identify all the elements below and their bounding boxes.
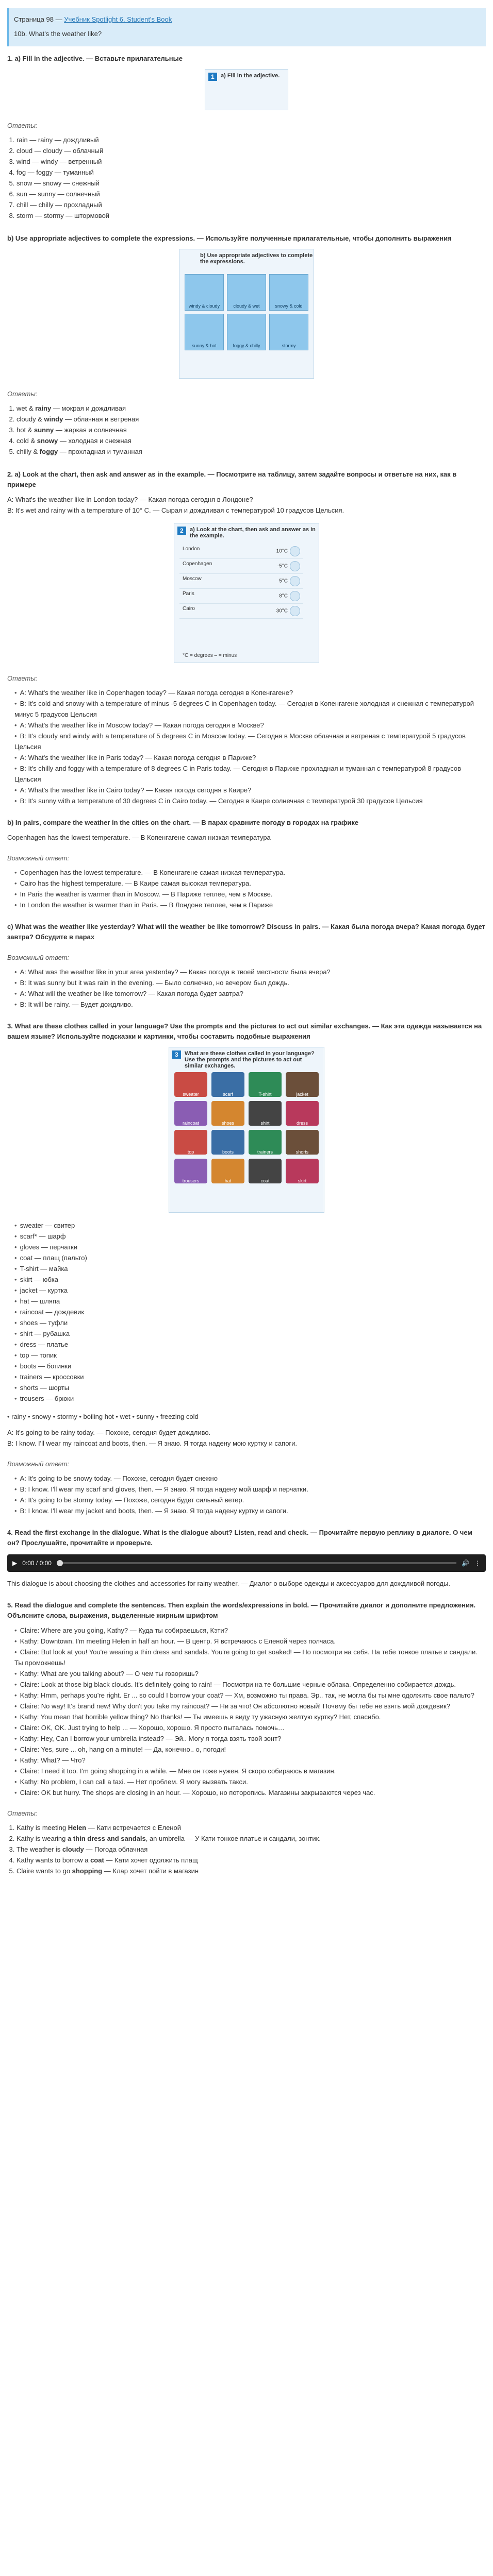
dialogue-line: • Kathy: What are you talking about? — О чем ты говоришь? [14, 1668, 486, 1679]
weather-tile: foggy & chilly [227, 314, 266, 350]
chart-temperature: -5°C [277, 561, 300, 571]
dialogue-line: • Kathy: Hey, Can I borrow your umbrella instead? — Эй.. Могу я тогда взять твой зонт? [14, 1733, 486, 1744]
ex2-figure-title: a) Look at the chart, then ask and answer as in the example. [190, 527, 316, 539]
clothing-picture: raincoat [174, 1101, 207, 1126]
dialogue-line: • Claire: But look at you! You're wearing a thin dress and sandals. You're going to get soaked! — Но посмотри на себя. На тебе тонкое платье и сандали. Ты промокнешь! [14, 1647, 486, 1668]
dialogue-line: • Claire: Where are you going, Kathy? — Куда ты собираешься, Кэти? [14, 1625, 486, 1636]
ex2-answers-list [14, 687, 486, 806]
clothing-picture: shoes [211, 1101, 244, 1126]
clothes-vocab-item: • trainers — кроссовки [14, 1371, 486, 1382]
chart-note: °C = degrees – = minus [183, 653, 237, 658]
clothing-picture: trainers [249, 1130, 282, 1155]
dialogue-line: • Claire: OK but hurry. The shops are closing in an hour. — Хорошо, но поторопись. Магазины закрываются через час. [14, 1787, 486, 1798]
ex1-figure [205, 69, 288, 110]
clothing-picture: coat [249, 1159, 282, 1183]
dialogue-answer-item: • A: What's the weather like in Cairo today? — Какая погода сегодня в Каире? [14, 785, 486, 795]
clothes-vocab-item: • gloves — перчатки [14, 1242, 486, 1252]
clothes-vocab-item: • shirt — рубашка [14, 1328, 486, 1339]
chart-temperature: 30°C [276, 606, 300, 616]
dialogue-answer-item: • B: It's cloudy and windy with a temperature of 5 degrees C in Moscow today. — Сегодня в Москве облачная и ветреная с температурой 5 градусов Цельсия [14, 731, 486, 752]
clothes-grid [174, 1072, 319, 1183]
breadcrumb-prefix: Страница 98 — [14, 15, 64, 23]
ex1-answers-label: Ответы: [7, 122, 38, 129]
exchange-answer-item: • A: It's going to be stormy today. — Похоже, сегодня будет сильный ветер. [14, 1495, 486, 1505]
expression-answer-item: 4. cold & snowy — холодная и снежная [17, 435, 486, 446]
ex1b-heading: b) Use appropriate adjectives to complete the expressions. — Используйте полученные прилагательные, чтобы дополнить выражения [7, 234, 452, 242]
ex3-example-a: A: It's going to be rainy today. — Похоже, сегодня будет дождливо. [7, 1429, 211, 1436]
ex1b-answers-label: Ответы: [7, 390, 38, 398]
chart-city: London [183, 546, 200, 552]
page [0, 8, 493, 1876]
clothes-vocab-item: • trousers — брюки [14, 1393, 486, 1404]
clothes-vocab-item: • raincoat — дождевик [14, 1307, 486, 1317]
clothing-picture: top [174, 1130, 207, 1155]
ex1-answers-list [17, 134, 486, 221]
ex5-answers-label: Ответы: [7, 1809, 38, 1817]
dialogue-line: • Kathy: What? — Что? [14, 1755, 486, 1766]
clothing-picture: boots [211, 1130, 244, 1155]
chart-row [179, 574, 303, 589]
page-header [7, 8, 486, 46]
dialogue-line: • Kathy: Hmm, perhaps you're right. Er ... so could I borrow your coat? — Хм, возможно ты права. Эр.. так, не могла бы ты мне одолжить свое пальто? [14, 1690, 486, 1701]
ex1b-answers-list [17, 403, 486, 457]
weather-prompts: • rainy • snowy • stormy • boiling hot • wet • sunny • freezing cold [7, 1413, 199, 1420]
chart-temperature: 10°C [276, 546, 300, 556]
dialogue-answer-item: • B: It's chilly and foggy with a temperature of 8 degrees C in Paris today. — Сегодня в Париже прохладная и туманная с температурой 8 градусов Цельсия [14, 763, 486, 785]
adjective-answer-item: 5. snow — snowy — снежный [17, 178, 486, 189]
sentence-answer-item: 4. Kathy wants to borrow a coat — Кати хочет одолжить плащ [17, 1855, 486, 1866]
clothes-vocab-item: • hat — шляпа [14, 1296, 486, 1307]
clothes-vocab-item: • sweater — свитер [14, 1220, 486, 1231]
weather-chart-table [179, 544, 303, 619]
dialogue-answer-item: • A: What's the weather like in Copenhagen today? — Какая погода сегодня в Копенгагене? [14, 687, 486, 698]
chart-temperature: 5°C [279, 576, 300, 586]
clothes-vocabulary-list [14, 1220, 486, 1404]
ex2-answers-label: Ответы: [7, 674, 38, 682]
weather-tile: windy & cloudy [185, 274, 224, 311]
dialogue-answer-item: • B: It's sunny with a temperature of 30 degrees C in Cairo today. — Сегодня в Каире солнечная с температурой 30 градусов Цельсия [14, 795, 486, 806]
clothing-picture: skirt [286, 1159, 319, 1183]
clothes-vocab-item: • top — топик [14, 1350, 486, 1361]
ex2b-answers-list [14, 867, 486, 910]
chart-city: Paris [183, 591, 194, 597]
clothing-picture: shirt [249, 1101, 282, 1126]
clothes-vocab-item: • scarf* — шарф [14, 1231, 486, 1242]
ex2-heading: 2. a) Look at the chart, then ask and answer as in the example. — Посмотрите на таблицу, затем задайте вопросы и ответьте на них, как в примере [7, 470, 457, 488]
ex2-example-a: A: What's the weather like in London today? — Какая погода сегодня в Лондоне? [7, 496, 253, 503]
expression-answer-item: 2. cloudy & windy — облачная и ветреная [17, 414, 486, 425]
weather-grid [185, 274, 308, 350]
clothing-picture: T-shirt [249, 1072, 282, 1097]
adjective-answer-item: 7. chill — chilly — прохладный [17, 199, 486, 210]
clothes-vocab-item: • coat — плащ (пальто) [14, 1252, 486, 1263]
play-icon[interactable]: ▶ [12, 1560, 18, 1567]
discussion-answer-item: • B: It was sunny but it was rain in the evening. — Было солнечно, но вечером был дождь. [14, 977, 486, 988]
volume-icon[interactable]: 🔊 [462, 1560, 469, 1567]
comparison-answer-item: • Cairo has the highest temperature. — В Каире самая высокая температура. [14, 878, 486, 889]
ex2b-example: Copenhagen has the lowest temperature. — В Копенгагене самая низкая температура [7, 834, 271, 841]
dialogue-line: • Claire: OK, OK. Just trying to help ... — Хорошо, хорошо. Я просто пыталась помочь… [14, 1722, 486, 1733]
adjective-answer-item: 2. cloud — cloudy — облачный [17, 145, 486, 156]
clothes-vocab-item: • skirt — юбка [14, 1274, 486, 1285]
clothes-vocab-item: • boots — ботинки [14, 1361, 486, 1371]
adjective-answer-item: 4. fog — foggy — туманный [17, 167, 486, 178]
expression-answer-item: 1. wet & rainy — мокрая и дождливая [17, 403, 486, 414]
ex3-figure-title: What are these clothes called in your language? Use the prompts and the pictures to act out similar exchanges. [185, 1050, 315, 1069]
chart-temperature: 8°C [279, 591, 300, 601]
chart-row [179, 604, 303, 619]
adjective-answer-item: 6. sun — sunny — солнечный [17, 189, 486, 199]
ex2b-heading: b) In pairs, compare the weather in the cities on the chart. — В парах сравните погоду в городах на графике [7, 819, 359, 826]
breadcrumb [14, 12, 481, 27]
ex5-dialogue-list [14, 1625, 486, 1798]
dialogue-line: • Claire: Look at those big black clouds. It's definitely going to rain! — Посмотри на те большие черные облака. Определенно собирается дождь. [14, 1679, 486, 1690]
chart-row [179, 559, 303, 574]
sentence-answer-item: 3. The weather is cloudy — Погода облачная [17, 1844, 486, 1855]
clothing-picture: scarf [211, 1072, 244, 1097]
textbook-link[interactable]: Учебник Spotlight 6. Student's Book [64, 15, 172, 23]
ex1-figure-title: a) Fill in the adjective. [221, 73, 280, 79]
clothing-picture: trousers [174, 1159, 207, 1183]
exchange-answer-item: • A: It's going to be snowy today. — Похоже, сегодня будет снежно [14, 1473, 486, 1484]
expression-answer-item: 5. chilly & foggy — прохладная и туманная [17, 446, 486, 457]
weather-tile: snowy & cold [269, 274, 308, 311]
audio-player[interactable] [7, 1554, 486, 1572]
ex3-answers-list [14, 1473, 486, 1516]
dialogue-line: • Claire: Yes, sure ... oh, hang on a minute! — Да, конечно.. о, погоди! [14, 1744, 486, 1755]
dialogue-line: • Kathy: You mean that horrible yellow thing? No thanks! — Ты имеешь в виду ту ужасную желтую куртку? Нет, спасибо. [14, 1711, 486, 1722]
dialogue-line: • Kathy: No problem, I can call a taxi. — Нет проблем. Я могу вызвать такси. [14, 1776, 486, 1787]
dialogue-answer-item: • A: What's the weather like in Paris today? — Какая погода сегодня в Париже? [14, 752, 486, 763]
ex1-heading: 1. a) Fill in the adjective. — Вставьте прилагательные [7, 55, 183, 62]
clothing-picture: shorts [286, 1130, 319, 1155]
dialogue-answer-item: • B: It's cold and snowy with a temperature of minus -5 degrees C in Copenhagen today. — Сегодня в Копенгагене холодная и снежная с температурой минус 5 градусов Цельсия [14, 698, 486, 720]
weather-tile: sunny & hot [185, 314, 224, 350]
ex5-heading: 5. Read the dialogue and complete the sentences. Then explain the words/expressions in bold. — Прочитайте диалог и дополните предложения. Объясните слова, выражения, выделенные жирным шрифтом [7, 1601, 476, 1619]
ex2c-answers-list [14, 967, 486, 1010]
dialogue-answer-item: • A: What's the weather like in Moscow today? — Какая погода сегодня в Москве? [14, 720, 486, 731]
ex4-answer: This dialogue is about choosing the clothes and accessories for rainy weather. — Диалог о выборе одежды и аксессуаров для дождливой погоды. [7, 1580, 450, 1587]
adjective-answer-item: 1. rain — rainy — дождливый [17, 134, 486, 145]
chart-row [179, 589, 303, 604]
chart-city: Moscow [183, 576, 202, 582]
clothing-picture: hat [211, 1159, 244, 1183]
ex4-heading: 4. Read the first exchange in the dialogue. What is the dialogue about? Listen, read and check. — Прочитайте первую реплику в диалоге. О чем он? Прослушайте, прочитайте и проверьте. [7, 1529, 473, 1547]
audio-progress-bar[interactable] [57, 1562, 456, 1564]
clothes-vocab-item: • shoes — туфли [14, 1317, 486, 1328]
dialogue-line: • Kathy: Downtown. I'm meeting Helen in half an hour. — В центр. Я встречаюсь с Еленой через полчаса. [14, 1636, 486, 1647]
chart-row [179, 544, 303, 559]
ex2b-label: Возможный ответ: [7, 854, 70, 862]
chart-city: Cairo [183, 606, 195, 612]
comparison-answer-item: • Copenhagen has the lowest temperature. — В Копенгагене самая низкая температура. [14, 867, 486, 878]
page-subtitle: 10b. What's the weather like? [14, 30, 102, 38]
weather-icon [290, 606, 300, 616]
audio-progress-handle[interactable] [57, 1560, 63, 1566]
adjective-answer-item: 3. wind — windy — ветренный [17, 156, 486, 167]
discussion-answer-item: • B: It will be rainy. — Будет дождливо. [14, 999, 486, 1010]
clothing-picture: dress [286, 1101, 319, 1126]
exchange-answer-item: • B: I know. I'll wear my jacket and boots, then. — Я знаю. Я тогда надену куртку и сапоги. [14, 1505, 486, 1516]
sentence-answer-item: 1. Kathy is meeting Helen — Кати встречается с Еленой [17, 1822, 486, 1833]
adjective-answer-item: 8. storm — stormy — штормовой [17, 210, 486, 221]
comparison-answer-item: • In London the weather is warmer than in Paris. — В Лондоне теплее, чем в Париже [14, 900, 486, 910]
ex2-chart-figure [174, 523, 319, 663]
ex2-example-b: B: It's wet and rainy with a temperature of 10° C. — Сырая и дождливая с температурой 10 градусов Цельсия. [7, 506, 344, 514]
clothes-vocab-item: • dress — платье [14, 1339, 486, 1350]
clothes-vocab-item: • shorts — шорты [14, 1382, 486, 1393]
weather-icon [290, 561, 300, 571]
discussion-answer-item: • A: What was the weather like in your area yesterday? — Какая погода в твоей местности была вчера? [14, 967, 486, 977]
ex1-badge: 1 [208, 73, 217, 81]
ex1b-figure-title: b) Use appropriate adjectives to complete the expressions. [200, 252, 313, 265]
ex3-heading: 3. What are these clothes called in your language? Use the prompts and the pictures to act out similar exchanges. — Как эта одежда называется на вашем языке? Используйте подсказки и картинки, чтобы составить подобные выражения [7, 1022, 482, 1040]
ex3-label: Возможный ответ: [7, 1460, 70, 1468]
ex3-example-b: B: I know. I'll wear my raincoat and boots, then. — Я знаю. Я тогда надену мою куртку и сапоги. [7, 1439, 298, 1447]
ex1b-figure [179, 249, 314, 379]
comparison-answer-item: • In Paris the weather is warmer than in Moscow. — В Париже теплее, чем в Москве. [14, 889, 486, 900]
expression-answer-item: 3. hot & sunny — жаркая и солнечная [17, 425, 486, 435]
weather-tile: cloudy & wet [227, 274, 266, 311]
clothing-picture: jacket [286, 1072, 319, 1097]
more-options-icon[interactable]: ⋮ [474, 1560, 481, 1567]
ex3-clothes-figure [169, 1047, 324, 1213]
clothes-vocab-item: • jacket — куртка [14, 1285, 486, 1296]
dialogue-line: • Claire: No way! It's brand new! Why don't you take my raincoat? — Ни за что! Он абсолютно новый! Почему бы тебе не взять мой дождевик? [14, 1701, 486, 1711]
ex2-badge: 2 [177, 527, 186, 535]
dialogue-line: • Claire: I need it too. I'm going shopping in a while. — Мне он тоже нужен. Я скоро собираюсь в магазин. [14, 1766, 486, 1776]
exchange-answer-item: • B: I know. I'll wear my scarf and gloves, then. — Я знаю. Я тогда надену мой шарф и перчатки. [14, 1484, 486, 1495]
ex5-answers-list [17, 1822, 486, 1876]
chart-city: Copenhagen [183, 561, 212, 567]
sentence-answer-item: 5. Claire wants to go shopping — Клар хочет пойти в магазин [17, 1866, 486, 1876]
sentence-answer-item: 2. Kathy is wearing a thin dress and sandals, an umbrella — У Кати тонкое платье и сандали, зонтик. [17, 1833, 486, 1844]
weather-icon [290, 546, 300, 556]
ex2c-heading: c) What was the weather like yesterday? What will the weather be like tomorrow? Discuss in pairs. — Какая была погода вчера? Какая погода будет завтра? Обсудите в парах [7, 923, 486, 941]
ex3-badge: 3 [172, 1050, 181, 1059]
weather-icon [290, 576, 300, 586]
audio-time: 0:00 / 0:00 [22, 1560, 52, 1567]
weather-tile: stormy [269, 314, 308, 350]
clothing-picture: sweater [174, 1072, 207, 1097]
discussion-answer-item: • A: What will the weather be like tomorrow? — Какая погода будет завтра? [14, 988, 486, 999]
weather-icon [290, 591, 300, 601]
clothes-vocab-item: • T-shirt — майка [14, 1263, 486, 1274]
ex2c-label: Возможный ответ: [7, 954, 70, 961]
